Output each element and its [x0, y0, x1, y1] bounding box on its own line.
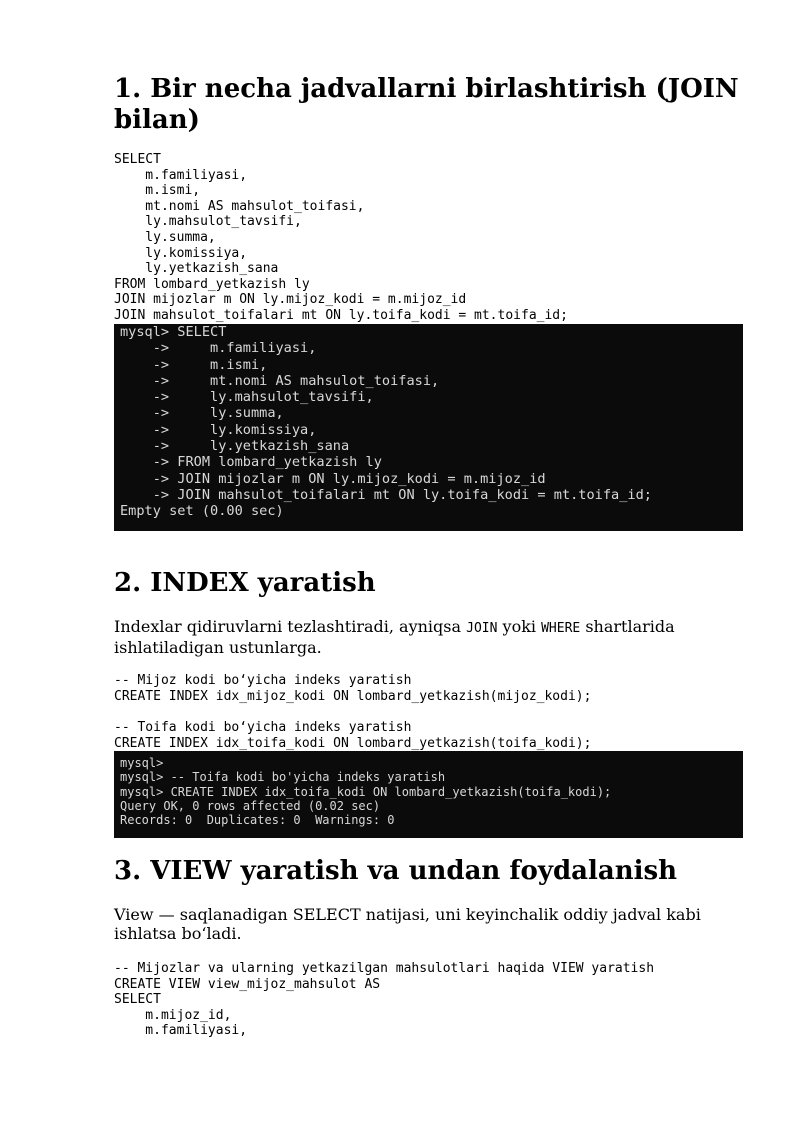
join-query-code: SELECT m.familiyasi, m.ismi, mt.nomi AS mahsulot_toifasi, ly.mahsulot_tavsifi, ly.summa, ly.komissiya, ly.yetkazish_sana FROM lombard_yetkazish ly JOIN mijozlar m ON ly.mijoz_kodi = m.mijoz_id JOIN mahsulot_toifalari mt ON ly.toifa_kodi = mt.toifa_id; — [114, 152, 568, 323]
join-terminal-line: -> JOIN mijozlar m ON ly.mijoz_kodi = m.mijoz_id — [120, 470, 546, 487]
create-view-code: -- Mijozlar va ularning yetkazilgan mahsulotlari haqida VIEW yaratish CREATE VIEW view_mijoz_mahsulot AS SELECT m.mijoz_id, m.familiyasi, — [114, 961, 655, 1039]
index-toifa-code: -- Toifa kodi bo‘yicha indeks yaratish CREATE INDEX idx_toifa_kodi ON lombard_yetkazish(toifa_kodi); — [114, 720, 592, 751]
index-terminal-line: mysql> — [120, 756, 164, 770]
index-description-text-3: shartlarida — [580, 617, 675, 636]
index-terminal-line: Query OK, 0 rows affected (0.02 sec) — [120, 798, 381, 813]
join-terminal-line: -> m.familiyasi, — [120, 340, 317, 357]
join-terminal-line: -> ly.komissiya, — [120, 421, 317, 438]
join-terminal-line: -> FROM lombard_yetkazish ly — [120, 454, 382, 471]
index-terminal-line: Records: 0 Duplicates: 0 Warnings: 0 — [120, 813, 395, 828]
index-description-text-1: Indexlar qidiruvlarni tezlashtiradi, ayniqsa — [114, 617, 467, 636]
index-terminal-screenshot — [114, 751, 743, 838]
join-terminal-line: mysql> SELECT — [120, 324, 227, 340]
join-terminal-line: -> JOIN mahsulot_toifalari mt ON ly.toifa_kodi = mt.toifa_id; — [120, 486, 652, 503]
index-terminal-line: mysql> -- Toifa kodi bo'yicha indeks yaratish — [120, 770, 446, 785]
join-terminal-line: -> ly.yetkazish_sana — [120, 438, 350, 455]
inline-code-join: JOIN — [466, 621, 498, 636]
view-description-line-1: View — saqlanadigan SELECT natijasi, uni keyinchalik oddiy jadval kabi — [114, 905, 701, 924]
section-2-heading: 2. INDEX yaratish — [114, 568, 376, 598]
join-terminal-line: -> mt.nomi AS mahsulot_toifasi, — [120, 372, 440, 389]
section-3-heading: 3. VIEW yaratish va undan foydalanish — [114, 856, 678, 886]
index-description-text-2: yoki — [497, 617, 542, 636]
join-terminal-line: -> ly.mahsulot_tavsifi, — [120, 389, 374, 406]
inline-code-where: WHERE — [541, 621, 581, 636]
section-1-heading-line1: 1. Bir necha jadvallarni birlashtirish (JOIN — [114, 74, 739, 104]
view-description — [114, 905, 701, 943]
join-terminal-line: -> m.ismi, — [120, 356, 268, 373]
index-mijoz-code: -- Mijoz kodi bo‘yicha indeks yaratish CREATE INDEX idx_mijoz_kodi ON lombard_yetkazish(mijoz_kodi); — [114, 673, 592, 704]
index-terminal-line: mysql> CREATE INDEX idx_toifa_kodi ON lombard_yetkazish(toifa_kodi); — [120, 784, 612, 799]
join-terminal-screenshot — [114, 324, 743, 531]
join-terminal-line: Empty set (0.00 sec) — [120, 503, 284, 520]
join-terminal-line: -> ly.summa, — [120, 405, 284, 422]
section-1-heading — [114, 74, 739, 136]
section-1-heading-line2: bilan) — [114, 105, 200, 135]
index-description — [114, 617, 675, 657]
index-description-line-2: ishlatiladigan ustunlarga. — [114, 638, 322, 657]
view-description-line-2: ishlatsa bo‘ladi. — [114, 924, 242, 943]
